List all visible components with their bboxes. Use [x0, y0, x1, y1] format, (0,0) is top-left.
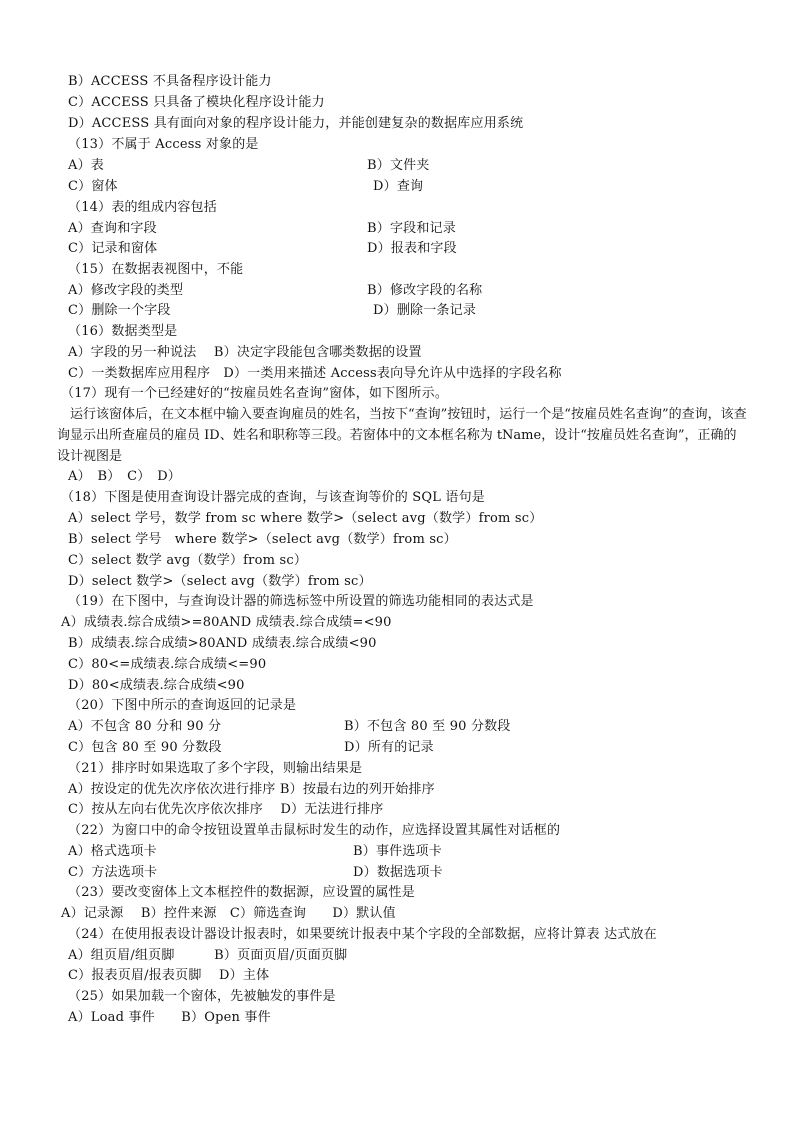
question-17-body: 运行该窗体后，在文本框中输入要查询雇员的姓名，当按下“查询”按钮时，运行一个是“按雇员姓名查询”的查询，该查询显示出所查雇员的雇员 ID、姓名和职称等三段。若窗体中的文本框名称为 tName，设计“按雇员姓名查询”，正确的设计视图是 [57, 407, 747, 464]
option-text: C）select 数学 avg（数学）from sc） [68, 553, 308, 568]
option-text: A）表 [68, 158, 104, 173]
option-text: C）按从左向右优先次序依次排序 D）无法进行排序 [68, 802, 384, 817]
option-text: D）ACCESS 具有面向对象的程序设计能力，并能创建复杂的数据库应用系统 [68, 116, 524, 131]
option-text: B）ACCESS 不具备程序设计能力 [68, 74, 272, 89]
option-text: C）窗体 [68, 179, 118, 194]
question-21: （21）排序时如果选取了多个字段，则输出结果是 [68, 761, 363, 776]
option-text: C）删除一个字段 [68, 303, 171, 318]
question-18: （18）下图是使用查询设计器完成的查询，与该查询等价的 SQL 语句是 [61, 490, 486, 505]
option-text: A）Load 事件 B）Open 事件 [68, 1010, 271, 1025]
option-text: A）字段的另一种说法 B）决定字段能包含哪类数据的设置 [68, 345, 422, 360]
option-text: B）事件选项卡 [353, 844, 442, 859]
option-text: A）select 学号，数学 from sc where 数学>（select avg（数学）from sc） [68, 511, 543, 526]
option-text: C）80<=成绩表.综合成绩<=90 [68, 657, 267, 672]
option-text: B）字段和记录 [367, 221, 456, 236]
question-14: （14）表的组成内容包括 [68, 200, 217, 215]
question-20: （20）下图中所示的查询返回的记录是 [68, 698, 297, 713]
option-text: A）查询和字段 [68, 221, 157, 236]
option-text: C）报表页眉/报表页脚 D）主体 [68, 968, 270, 983]
option-text: D）80<成绩表.综合成绩<90 [68, 678, 245, 693]
option-text: C）包含 80 至 90 分数段 [68, 740, 222, 755]
option-text: A） B） C） D） [68, 469, 182, 484]
question-23: （23）要改变窗体上文本框控件的数据源，应设置的属性是 [68, 885, 415, 900]
option-text: B）成绩表.综合成绩>80AND 成绩表.综合成绩<90 [68, 636, 377, 651]
option-text: A）按设定的优先次序依次进行排序 B）按最右边的列开始排序 [68, 782, 435, 797]
option-text: D）数据选项卡 [353, 865, 443, 880]
option-text: C）记录和窗体 [68, 241, 158, 256]
option-text: D）select 数学>（select avg（数学）from sc） [68, 574, 372, 589]
option-text: C）一类数据库应用程序 D）一类用来描述 Access表向导允许从中选择的字段名称 [68, 366, 562, 381]
option-text: D）报表和字段 [367, 241, 457, 256]
option-text: A）不包含 80 分和 90 分 [68, 719, 222, 734]
question-24: （24）在使用报表设计器设计报表时，如果要统计报表中某个字段的全部数据，应将计算表 达式放在 [68, 927, 657, 942]
option-text: C）方法选项卡 [68, 865, 158, 880]
option-text: B）修改字段的名称 [367, 283, 483, 298]
question-19: （19）在下图中，与查询设计器的筛选标签中所设置的筛选功能相同的表达式是 [68, 594, 534, 609]
option-text: D）查询 [373, 179, 424, 194]
option-text: A）成绩表.综合成绩>=80AND 成绩表.综合成绩=<90 [61, 615, 392, 630]
option-text: B）不包含 80 至 90 分数段 [344, 719, 511, 734]
question-13: （13）不属于 Access 对象的是 [68, 137, 259, 152]
option-text: D）删除一条记录 [373, 303, 477, 318]
question-22: （22）为窗口中的命令按钮设置单击鼠标时发生的动作，应选择设置其属性对话框的 [68, 823, 561, 838]
option-text: A）修改字段的类型 [68, 283, 184, 298]
option-text: A）记录源 B）控件来源 C）筛选查询 D）默认值 [61, 906, 396, 921]
option-text: D）所有的记录 [344, 740, 434, 755]
question-16: （16）数据类型是 [68, 324, 178, 339]
question-25: （25）如果加载一个窗体，先被触发的事件是 [68, 989, 336, 1004]
option-text: C）ACCESS 只具备了模块化程序设计能力 [68, 95, 325, 110]
question-17: （17）现有一个已经建好的“按雇员姓名查询”窗体，如下图所示。 [61, 386, 449, 401]
option-text: B）select 学号 where 数学>（select avg（数学）from sc） [68, 532, 457, 547]
option-text: A）格式选项卡 [68, 844, 157, 859]
option-text: B）文件夹 [367, 158, 430, 173]
question-15: （15）在数据表视图中，不能 [68, 262, 244, 277]
option-text: A）组页眉/组页脚 B）页面页眉/页面页脚 [68, 948, 348, 963]
